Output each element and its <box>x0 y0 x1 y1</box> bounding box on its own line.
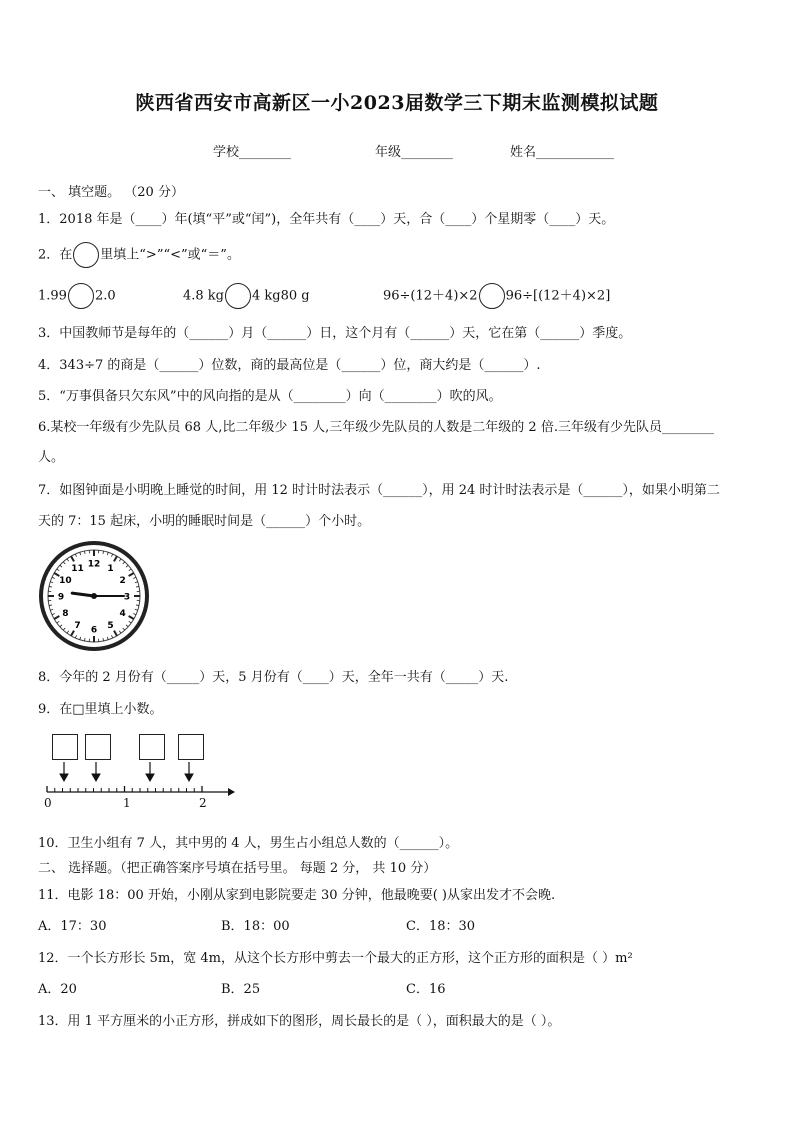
question-2 <box>38 242 240 268</box>
question-6-line2: 人。 <box>38 450 65 465</box>
question-5: 5．“万事俱备只欠东风”中的风向指的是从（________）向（________）吹的风。 <box>38 389 502 404</box>
compare-right-3: 96÷[(12＋4)×2] <box>505 288 611 304</box>
question-1: 1．2018 年是（____）年(填“平”或“闰”)，全年共有（____）天，合（____）个星期零（____）天。 <box>38 212 615 227</box>
compare-right-1: 2.0 <box>94 288 116 304</box>
clock-numeral: 2 <box>119 576 126 586</box>
clock-face <box>36 540 152 652</box>
school-field[interactable]: 学校________ <box>213 145 292 160</box>
q12-option-a[interactable]: A．20 <box>38 982 77 997</box>
q11-option-b[interactable]: B．18：00 <box>221 919 290 934</box>
answer-box-2[interactable] <box>85 734 111 760</box>
compare-circle-1[interactable] <box>68 283 94 309</box>
grade-field[interactable]: 年级________ <box>375 145 454 160</box>
compare-circle[interactable] <box>73 242 99 268</box>
q12-option-b[interactable]: B．25 <box>221 982 261 997</box>
answer-box-4[interactable] <box>178 734 204 760</box>
compare-item-2 <box>183 283 310 309</box>
clock-numeral: 7 <box>74 621 81 632</box>
axis-ticks <box>47 786 202 792</box>
clock-numeral: 10 <box>59 576 72 586</box>
clock-center <box>91 593 97 599</box>
section-fill-blank: 一、 填空题。 （20 分） <box>38 185 184 200</box>
q12-option-c[interactable]: C．16 <box>406 982 446 997</box>
clock-numeral: 9 <box>57 592 65 603</box>
q11-option-c[interactable]: C．18：30 <box>406 919 476 934</box>
compare-left-1: 1.99 <box>38 288 67 304</box>
compare-right-2: 4 kg80 g <box>252 288 310 304</box>
clock-numeral: 4 <box>119 609 126 619</box>
clock-numeral: 8 <box>62 609 69 619</box>
axis-arrow <box>228 788 235 796</box>
number-line <box>36 760 246 810</box>
axis-label-2: 2 <box>199 796 207 810</box>
question-7-line2: 天的 7：15 起床，小明的睡眠时间是（______）个小时。 <box>38 514 371 529</box>
down-arrows <box>60 762 193 781</box>
clock-numeral: 3 <box>123 592 131 603</box>
compare-circle-3[interactable] <box>479 283 505 309</box>
compare-left-3: 96÷(12＋4)×2 <box>383 288 478 304</box>
clock-numeral: 12 <box>87 559 101 570</box>
question-3: 3．中国教师节是每年的（______）月（______）日，这个月有（______）天，它在第（______）季度。 <box>38 326 632 341</box>
axis-label-1: 1 <box>123 796 131 810</box>
question-13: 13．用 1 平方厘米的小正方形，拼成如下的图形，周长最长的是（ ），面积最大的是（ ）。 <box>38 1014 561 1029</box>
question-10: 10．卫生小组有 7 人，其中男的 4 人，男生占小组总人数的（______）。 <box>38 836 459 851</box>
question-11: 11．电影 18：00 开始，小刚从家到电影院要走 30 分钟，他最晚要( )从家出发才不会晚. <box>38 888 556 903</box>
clock-numeral: 6 <box>90 625 98 636</box>
name-field[interactable]: 姓名____________ <box>510 145 615 160</box>
q11-option-a[interactable]: A．17：30 <box>38 919 107 934</box>
compare-item-3 <box>383 283 610 309</box>
compare-left-2: 4.8 kg <box>183 288 225 304</box>
compare-circle-2[interactable] <box>225 283 251 309</box>
question-2-prefix: 2．在 <box>38 247 73 263</box>
compare-item-1 <box>38 283 116 309</box>
question-8: 8．今年的 2 月份有（_____）天，5 月份有（____）天，全年一共有（_____）天. <box>38 670 509 685</box>
answer-box-3[interactable] <box>139 734 165 760</box>
page-title: 陕西省西安市高新区一小2023届数学三下期末监测模拟试题 <box>135 92 659 114</box>
question-6-line1: 6.某校一年级有少先队员 68 人,比二年级少 15 人,三年级少先队员的人数是二年级的 2 倍.三年级有少先队员________ <box>38 420 714 435</box>
clock-numeral: 5 <box>107 621 114 632</box>
question-12: 12．一个长方形长 5m，宽 4m，从这个长方形中剪去一个最大的正方形，这个正方形的面积是（ ）m² <box>38 951 633 966</box>
answer-box-1[interactable] <box>52 734 78 760</box>
question-7-line1: 7．如图钟面是小明晚上睡觉的时间，用 12 时计时法表示（______），用 24 时计时法表示是（______），如果小明第二 <box>38 483 720 498</box>
question-2-suffix: 里填上“>”“<”或“＝”。 <box>100 247 240 263</box>
question-9: 9．在□里填上小数。 <box>38 702 163 717</box>
clock-numeral: 11 <box>71 563 84 574</box>
clock-numeral: 1 <box>107 563 114 574</box>
section-choice: 二、 选择题。（把正确答案序号填在括号里。 每题 2 分， 共 10 分） <box>38 861 437 876</box>
question-4: 4．343÷7 的商是（______）位数，商的最高位是（______）位，商大约是（______）. <box>38 358 541 373</box>
axis-label-0: 0 <box>44 796 52 810</box>
